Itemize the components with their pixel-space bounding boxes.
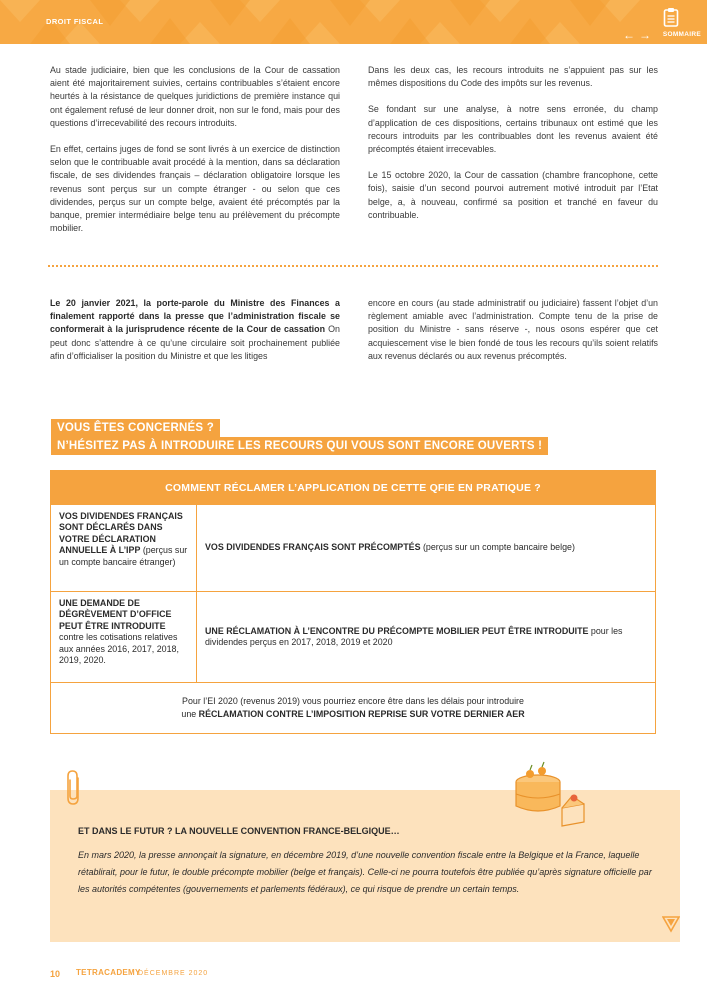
top-right-column — [368, 64, 658, 235]
future-title: ET DANS LE FUTUR ? LA NOUVELLE CONVENTION FRANCE-BELGIQUE… — [78, 826, 400, 836]
table-title: COMMENT RÉCLAMER L’APPLICATION DE CETTE QFIE EN PRATIQUE ? — [51, 471, 655, 505]
table-cell — [51, 592, 197, 682]
announcement-bold: Le 20 janvier 2021, la porte-parole du Ministre des Finances a finalement rapporté dans la presse que l’administration fiscale se conformerait à la jurisprudence récente de la Cour de cassation — [50, 298, 340, 335]
table-footer — [51, 683, 655, 733]
table-cell — [197, 505, 655, 591]
page-number: 10 — [50, 969, 61, 979]
paragraph: Au stade judiciaire, bien que les conclusions de la Cour de cassation aient été majoritairement suivies, certains contribuables s’étaient encore heurtés à la résistance de quelques juridictions de première instance qui ont également refusé de leur donner droit, non sur le fond, mais pour des questions d’irrecevabilité des recours introduits. — [50, 65, 340, 128]
header-pattern — [0, 0, 707, 44]
paragraph: Se fondant sur une analyse, à notre sens erronée, du champ d’application de ces dispositions, certains tribunaux ont estimé que les recours introduits par les contribuables dont les revenus avaient été précomptés étaient irrecevables. — [368, 104, 658, 155]
cell-text: (perçus sur un compte bancaire étranger) — [59, 545, 188, 567]
brand-logo: TETRACADEMY — [76, 968, 141, 977]
table-cell — [51, 505, 197, 591]
issue-date: DÉCEMBRE 2020 — [138, 970, 209, 977]
paperclip-icon — [66, 768, 84, 808]
qfie-table — [50, 470, 656, 734]
banner-line-2: N’HÉSITEZ PAS À INTRODUIRE LES RECOURS QUI VOUS SONT ENCORE OUVERTS ! — [51, 437, 548, 455]
section-title: DROIT FISCAL — [46, 17, 104, 26]
banner-line-1: VOUS ÊTES CONCERNÉS ? — [51, 419, 220, 437]
cell-text: contre les cotisations relatives aux années 2016, 2017, 2018, 2019, 2020. — [59, 632, 179, 666]
table-cell — [197, 592, 655, 682]
page-footer — [50, 966, 350, 986]
page-header — [0, 0, 707, 44]
paragraph: Le 15 octobre 2020, la Cour de cassation (chambre francophone, cette fois), saisie d’un second pourvoi autrement motivé introduit par l’Etat belge, a, à nouveau, confirmé sa position et tranché en faveur du contribuable. — [368, 170, 658, 220]
mid-left-column — [50, 297, 340, 363]
mid-right-column — [368, 297, 658, 363]
table-row — [51, 592, 655, 683]
tetra-logo-icon — [662, 915, 680, 933]
call-to-action-banner — [51, 418, 548, 455]
prev-next-arrows-icon[interactable]: ←→ — [623, 28, 655, 42]
cell-bold: VOS DIVIDENDES FRANÇAIS SONT DÉCLARÉS DANS VOTRE DÉCLARATION ANNUELLE À L’IPP — [59, 511, 183, 556]
sommaire-link[interactable]: SOMMAIRE — [662, 31, 701, 38]
paragraph: En effet, certains juges de fond se sont livrés à un exercice de distinction selon que le contribuable avait procédé à la mention, dans sa déclaration fiscale, de ses dividendes français – déclaration obligatoire lorsque les revenus sont perçus sur un compte étranger - ou selon que ces dividendes, perçus sur un compte belge, avaient été précomptés par la banque, premier intermédiaire belge tenu au prélèvement du précompte mobilier. — [50, 144, 340, 234]
cell-bold: UNE RÉCLAMATION À L’ENCONTRE DU PRÉCOMPTE MOBILIER PEUT ÊTRE INTRODUITE — [205, 625, 589, 636]
cell-text: (perçus sur un compte bancaire belge) — [420, 542, 575, 553]
cell-text: pour les dividendes perçus en 2017, 2018, 2019 et 2020 — [205, 625, 623, 647]
page-nav — [621, 4, 701, 42]
future-text: En mars 2020, la presse annonçait la signature, en décembre 2019, d’une nouvelle convention fiscale entre la Belgique et la France, laquelle rétablirait, pour le futur, le double précompte mobilier (belge et français). Celle-ci ne pourra toutefois être publiée qu’après signature officielle par les autorités compétentes (gouvernements et parlements fédéraux), ce qui risque de prendre un certain temps. — [78, 850, 652, 894]
clipboard-icon[interactable] — [663, 7, 679, 27]
table-row — [51, 505, 655, 592]
cell-bold: UNE DEMANDE DE DÉGRÈVEMENT D’OFFICE PEUT ÊTRE INTRODUITE — [59, 598, 172, 631]
cell-bold: VOS DIVIDENDES FRANÇAIS SONT PRÉCOMPTÉS — [205, 542, 421, 553]
paragraph: Dans les deux cas, les recours introduits ne s’appuient pas sur les mêmes dispositions du Code des impôts sur les revenus. — [368, 65, 658, 89]
cake-icon — [508, 760, 588, 832]
footer-bold: RÉCLAMATION CONTRE L’IMPOSITION REPRISE SUR VOTRE DERNIER AER — [198, 709, 525, 719]
dotted-divider — [48, 265, 658, 267]
top-left-column — [50, 64, 340, 248]
announcement-text: On peut donc s’attendre à ce qu’une circulaire soit prochainement publiée afin d’officialiser la position du Ministre et que les litiges — [50, 324, 340, 361]
paragraph: encore en cours (au stade administratif ou judiciaire) fassent l’objet d’un règlement amiable avec l’administration. Compte tenu de la prise de position du Ministre - sans réserve -, nous osons espérer que cet acquiescement vise le bien fondé de tous les recours qu’ils soient relatifs aux revenus déclarés ou aux revenus précomptés. — [368, 298, 658, 361]
footer-text: Pour l’EI 2020 (revenus 2019) vous pourriez encore être dans les délais pour introduire — [182, 696, 524, 706]
footer-text: une — [181, 709, 199, 719]
